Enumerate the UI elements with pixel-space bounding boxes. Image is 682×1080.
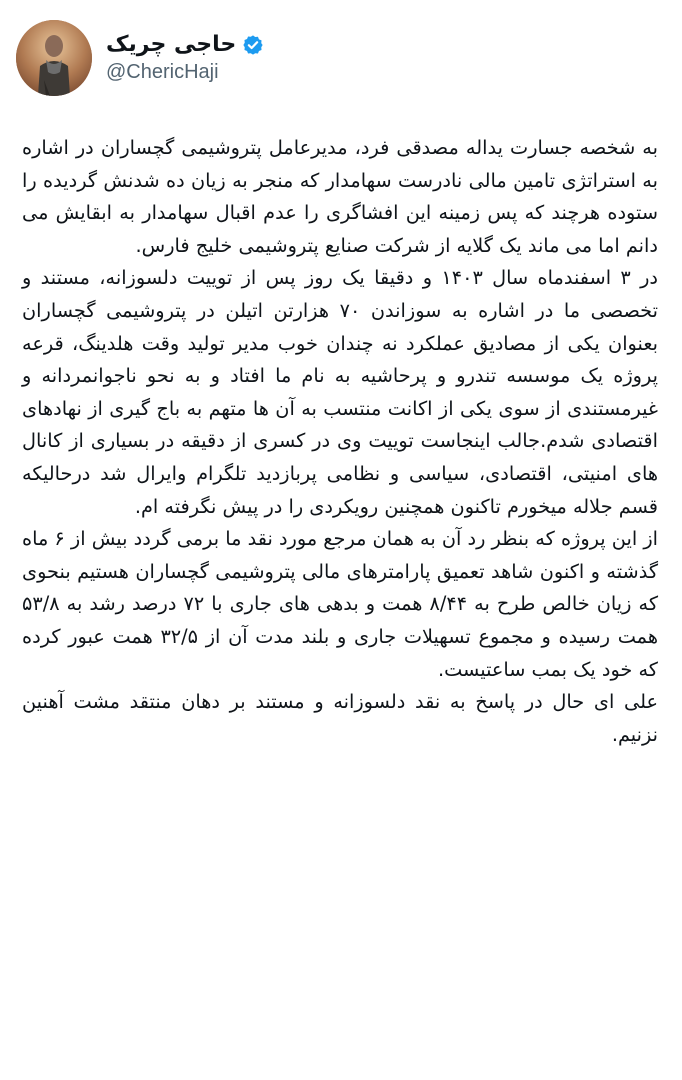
tweet-paragraph: به شخصه جسارت یداله مصدقی فرد، مدیرعامل پتروشیمی گچساران در اشاره به استراتژی تامین مالی نادرست سهامدار که منجر به زیان ده شدنش گردیده را ستوده هرچند که پس زمینه این افشاگری را عدم اقبال سهامدار به ابقایش می دانم اما می ماند یک گلایه از شرکت صنایع پتروشیمی خلیج فارس. — [22, 136, 658, 257]
tweet-paragraph: علی ای حال در پاسخ به نقد دلسوزانه و مستند بر دهان منتقد مشت آهنین نزنیم. — [22, 690, 658, 746]
tweet-paragraph: از این پروژه که بنظر رد آن به همان مرجع مورد نقد ما برمی گردد بیش از ۶ ماه گذشته و اکنون شاهد تعمیق پارامترهای مالی پتروشیمی گچساران هستیم بنحوی که زیان خالص طرح به ۸/۴۴ همت و بدهی های جاری با ۷۲ درصد رشد به ۵۳/۸ همت رسیده و مجموع تسهیلات جاری و بلند مدت آن از ۳۲/۵ همت عبور کرده که خود یک بمب ساعتیست. — [21, 527, 658, 681]
avatar[interactable] — [16, 20, 92, 96]
user-info — [106, 32, 264, 84]
display-name[interactable]: حاجی چریک — [106, 32, 237, 57]
tweet-paragraph: در ۳ اسفندماه سال ۱۴۰۳ و دقیقا یک روز پس از توییت دلسوزانه، مستند و تخصصی ما در اشاره به سوزاندن ۷۰ هزارتن اتیلن در پتروشیمی گچساران بعنوان یکی از مصادیق عملکرد نه چندان خوب مدیر تولید وقت هلدینگ، قرعه پروژه یک موسسه تندرو و پرحاشیه به نام ما افتاد و به نحو ناجوانمردانه و غیرمستندی از سوی یکی از اکانت منتسب به آن ها متهم به باج گیری از نهادهای اقتصادی شدم.جالب اینجاست توییت وی در کسری از دقیقه در بسیاری از کانال های امنیتی، اقتصادی، سیاسی و نظامی پربازدید تلگرام وایرال شد درحالیکه قسم جلاله میخورم تاکنون همچنین رویکردی را در پیش نگرفته ام. — [22, 266, 659, 518]
user-handle[interactable]: @ChericHaji — [106, 61, 219, 83]
tweet-header — [16, 18, 666, 98]
name-row — [106, 32, 264, 57]
profile-photo-icon — [16, 20, 92, 96]
verified-badge-icon — [242, 34, 264, 56]
tweet-text — [22, 132, 658, 751]
